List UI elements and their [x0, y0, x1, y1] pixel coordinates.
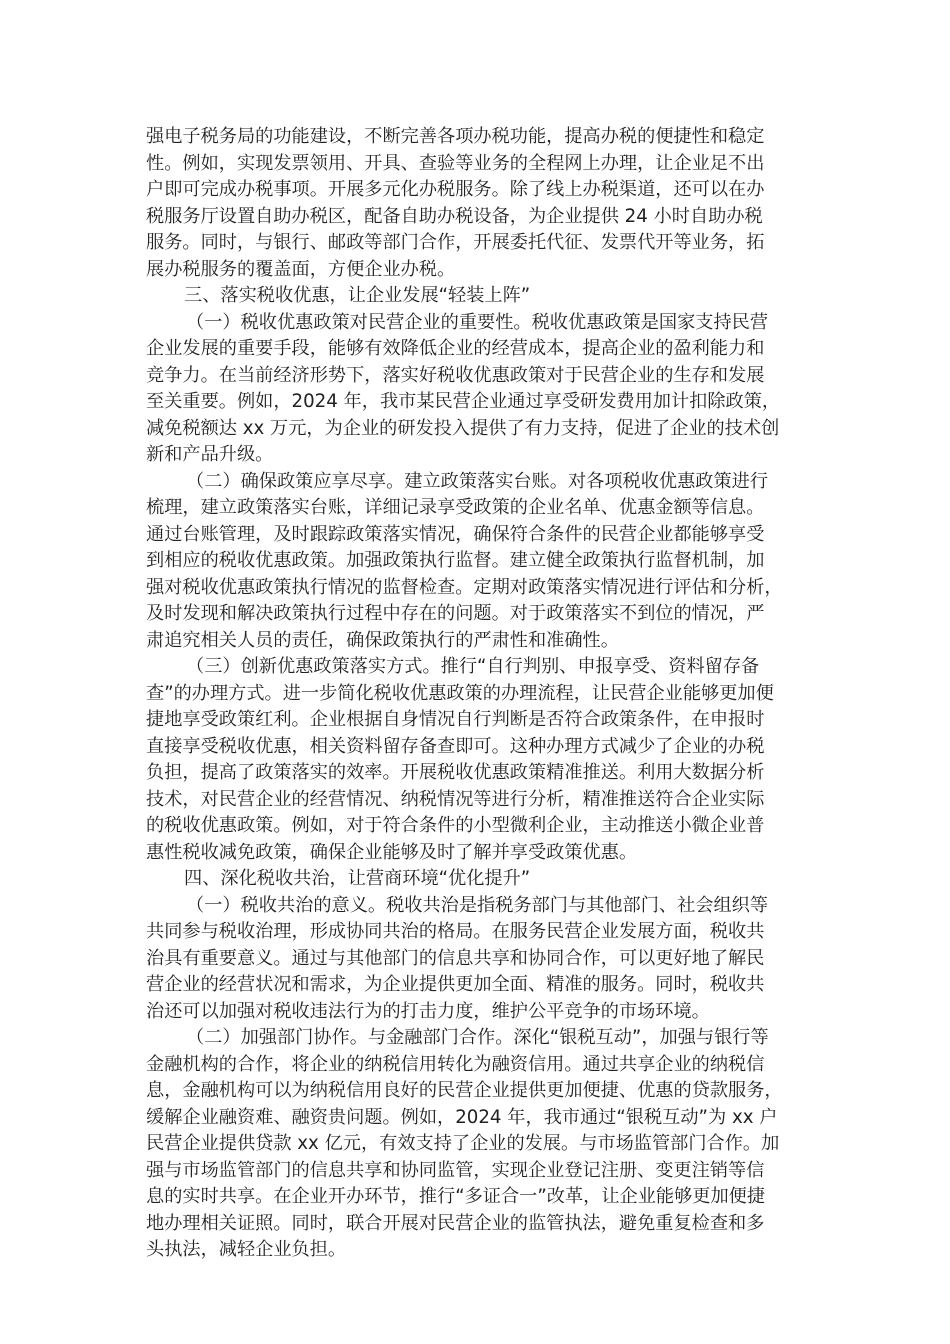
paragraph-first-line: （二）加强部门协作。与金融部门合作。深化“银税互动”，加强与银行等	[186, 1027, 769, 1048]
text-line: 性。例如，实现发票领用、开具、查验等业务的全程网上办理，让企业足不出	[146, 152, 765, 174]
text-line: 新和产品升级。	[146, 444, 274, 465]
text-line: 税服务厅设置自助办税区，配备自助办税设备，为企业提供 24 小时自助办税	[146, 205, 763, 227]
text-line: 竞争力。在当前经济形势下，落实好税收优惠政策对于民营企业的生存和发展	[146, 364, 765, 386]
text-line: 减免税额达 xx 万元，为企业的研发投入提供了有力支持，促进了企业的技术创	[146, 417, 780, 439]
text-line: 金融机构的合作，将企业的纳税信用转化为融资信用。通过共享企业的纳税信	[146, 1053, 765, 1075]
text-line: 肃追究相关人员的责任，确保政策执行的严肃性和准确性。	[146, 629, 619, 651]
text-line: 息的实时共享。在企业开办环节，推行“多证合一”改革，让企业能够更加便捷	[146, 1186, 766, 1207]
text-line: 技术，对民营企业的经营情况、纳税情况等进行分析，精准推送符合企业实际	[146, 788, 765, 810]
document-body	[146, 124, 806, 1264]
text-line: 强对税收优惠政策执行情况的监督检查。定期对政策落实情况进行评估和分析，	[146, 576, 783, 598]
section-heading: 四、深化税收共治，让营商环境“优化提升”	[184, 868, 531, 889]
text-line: 强电子税务局的功能建设，不断完善各项办税功能，提高办税的便捷性和稳定	[146, 126, 765, 147]
text-line: 展办税服务的覆盖面，方便企业办税。	[146, 258, 456, 280]
text-line: 梳理，建立政策落实台账，详细记录享受政策的企业名单、优惠金额等信息。	[146, 497, 765, 518]
text-line: 营企业的经营状况和需求，为企业提供更加全面、精准的服务。同时，税收共	[146, 974, 765, 995]
text-line: 通过台账管理，及时跟踪政策落实情况，确保符合条件的民营企业都能够享受	[146, 523, 765, 545]
text-line: 的税收优惠政策。例如，对于符合条件的小型微利企业，主动推送小微企业普	[146, 815, 765, 836]
paragraph-first-line: （三）创新优惠政策落实方式。推行“自行判别、申报享受、资料留存备	[186, 656, 760, 677]
text-line: 缓解企业融资难、融资贵问题。例如，2024 年，我市通过“银税互动”为 xx 户	[146, 1106, 778, 1128]
text-line: 及时发现和解决政策执行过程中存在的问题。对于政策落实不到位的情况，严	[146, 603, 765, 624]
section-heading: 三、落实税收优惠，让企业发展“轻装上阵”	[184, 285, 531, 306]
text-line: 查”的办理方式。进一步简化税收优惠政策的办理流程，让民营企业能够更加便	[146, 682, 774, 704]
text-line: 直接享受税收优惠，相关资料留存备查即可。这种办理方式减少了企业的办税	[146, 735, 765, 757]
text-line: 头执法，减轻企业负担。	[146, 1239, 347, 1260]
text-line: 民营企业提供贷款 xx 亿元，有效支持了企业的发展。与市场监管部门合作。加	[146, 1133, 780, 1154]
text-line: 地办理相关证照。同时，联合开展对民营企业的监管执法，避免重复检查和多	[146, 1212, 765, 1234]
text-line: 惠性税收减免政策，确保企业能够及时了解并享受政策优惠。	[146, 841, 638, 863]
text-line: 强与市场监管部门的信息共享和协同监管，实现企业登记注册、变更注销等信	[146, 1159, 765, 1181]
text-line: 服务。同时，与银行、邮政等部门合作，开展委托代征、发票代开等业务，拓	[146, 232, 765, 253]
paragraph-first-line: （一）税收共治的意义。税收共治是指税务部门与其他部门、社会组织等	[186, 894, 769, 916]
paragraph-first-line: （二）确保政策应享尽享。建立政策落实台账。对各项税收优惠政策进行	[186, 470, 769, 492]
text-line: 捷地享受政策红利。企业根据自身情况自行判断是否符合政策条件，在申报时	[146, 709, 765, 730]
text-line: 息，金融机构可以为纳税信用良好的民营企业提供更加便捷、优惠的贷款服务，	[146, 1080, 783, 1101]
text-line: 至关重要。例如，2024 年，我市某民营企业通过享受研发费用加计扣除政策，	[146, 391, 781, 412]
text-line: 负担，提高了政策落实的效率。开展税收优惠政策精准推送。利用大数据分析	[146, 762, 765, 783]
paragraph-first-line: （一）税收优惠政策对民营企业的重要性。税收优惠政策是国家支持民营	[186, 311, 769, 333]
text-line: 企业发展的重要手段，能够有效降低企业的经营成本，提高企业的盈利能力和	[146, 338, 765, 359]
text-line: 共同参与税收治理，形成协同共治的格局。在服务民营企业发展方面，税收共	[146, 921, 765, 942]
text-line: 到相应的税收优惠政策。加强政策执行监督。建立健全政策执行监督机制，加	[146, 550, 765, 571]
text-line: 治还可以加强对税收违法行为的打击力度，维护公平竞争的市场环境。	[146, 1000, 710, 1022]
text-line: 治具有重要意义。通过与其他部门的信息共享和协同合作，可以更好地了解民	[146, 947, 765, 969]
text-line: 户即可完成办税事项。开展多元化办税服务。除了线上办税渠道，还可以在办	[146, 179, 765, 200]
